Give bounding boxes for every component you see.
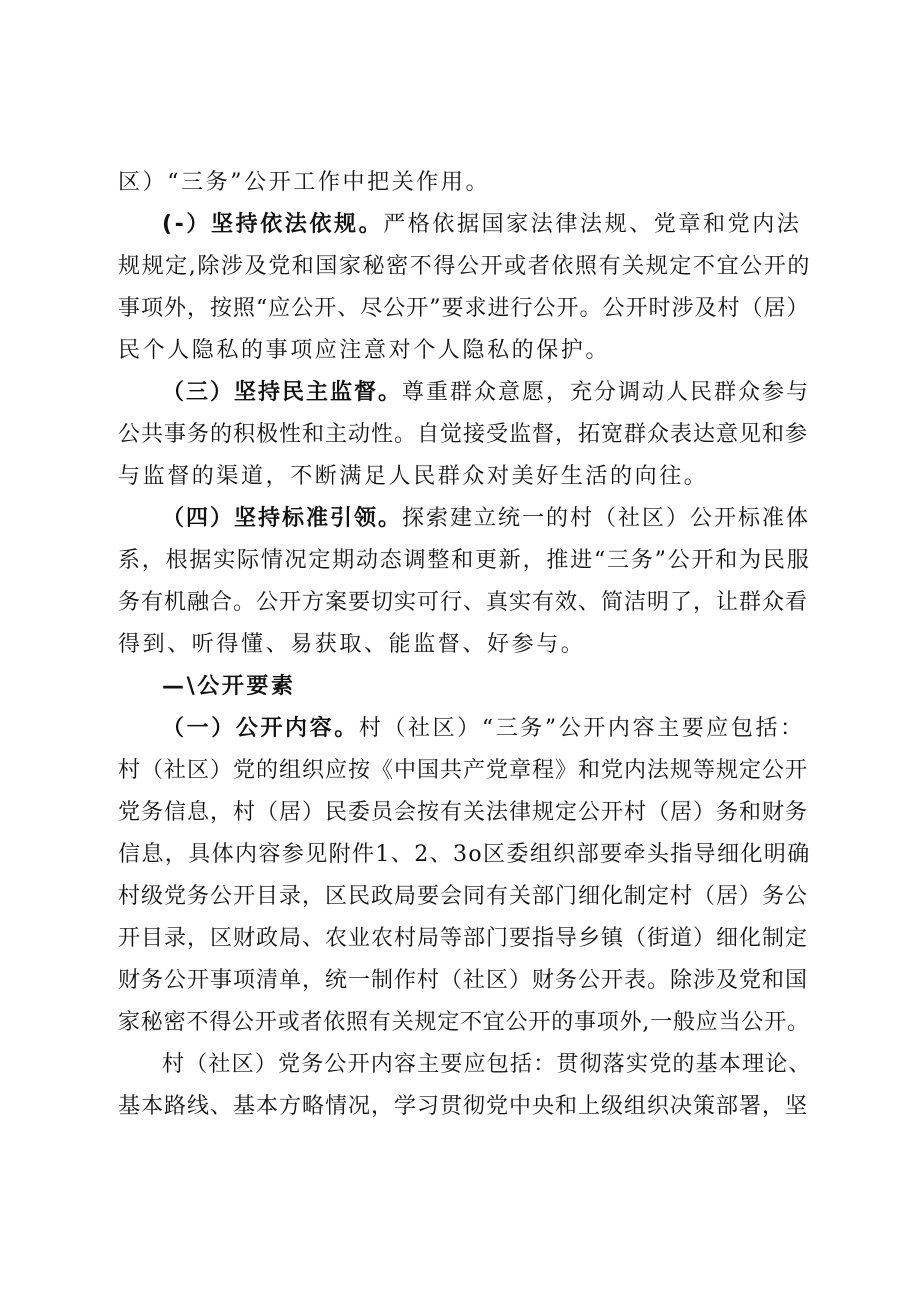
- paragraph-line: 开目录，区财政局、农业农村局等部门要指导乡镇（街道）细化制定: [118, 926, 809, 951]
- paragraph-line: 得到、听得懂、易获取、能监督、好参与。: [118, 632, 586, 657]
- paragraph-line: 区）“三务”公开工作中把关作用。: [118, 170, 491, 195]
- paragraph-line: 与监督的渠道，不断满足人民群众对美好生活的向往。: [118, 464, 709, 489]
- heading-line-disclosure-content: （一）公开内容。村（社区）“三务”公开内容主要应包括：: [162, 716, 805, 741]
- bold-heading: （一）公开内容。: [162, 716, 359, 741]
- paragraph-line: 村级党务公开目录，区民政局要会同有关部门细化制定村（居）务公: [118, 884, 809, 909]
- bold-heading: —\公开要素: [162, 674, 296, 699]
- paragraph-line: 财务公开事项清单，统一制作村（社区）财务公开表。除涉及党和国: [118, 968, 809, 993]
- paragraph-line: 家秘密不得公开或者依照有关规定不宜公开的事项外,一般应当公开。: [118, 1010, 810, 1035]
- section-heading-disclosure-elements: [162, 672, 296, 702]
- paragraph-line: 系，根据实际情况定期动态调整和更新，推进“三务”公开和为民服: [118, 548, 811, 573]
- bold-heading: （四）坚持标准引领。: [162, 506, 403, 531]
- heading-line-standard-guidance: （四）坚持标准引领。探索建立统一的村（社区）公开标准体: [162, 506, 811, 531]
- heading-line-adhere-law: (-）坚持依法依规。严格依据国家法律法规、党章和党内法: [162, 212, 802, 237]
- paragraph-line: 村（社区）党的组织应按《中国共产党章程》和党内法规等规定公开: [118, 758, 809, 783]
- bold-heading: (-）坚持依法依规。: [162, 212, 384, 237]
- paragraph-line: 务有机融合。公开方案要切实可行、真实有效、简洁明了，让群众看: [118, 590, 809, 615]
- heading-line-democratic-supervision: （三）坚持民主监督。尊重群众意愿，充分调动人民群众参与: [162, 380, 811, 405]
- paragraph-line: 公共事务的积极性和主动性。自觉接受监督，拓宽群众表达意见和参: [118, 422, 809, 447]
- paragraph-line: 村（社区）党务公开内容主要应包括：贯彻落实党的基本理论、: [162, 1052, 812, 1077]
- paragraph-line: 信息，具体内容参见附件1、2、3o区委组织部要牵头指导细化明确: [118, 842, 811, 867]
- paragraph-line: 事项外，按照“应公开、尽公开”要求进行公开。公开时涉及村（居）: [118, 296, 810, 321]
- paragraph-line: 民个人隐私的事项应注意对个人隐私的保护。: [118, 338, 611, 363]
- paragraph-line: 基本路线、基本方略情况，学习贯彻党中央和上级组织决策部署，坚: [118, 1094, 809, 1119]
- paragraph-line: 规规定,除涉及党和国家秘密不得公开或者依照有关规定不宜公开的: [118, 254, 811, 279]
- bold-heading: （三）坚持民主监督。: [162, 380, 403, 405]
- paragraph-line: 党务信息，村（居）民委员会按有关法律规定公开村（居）务和财务: [118, 800, 809, 825]
